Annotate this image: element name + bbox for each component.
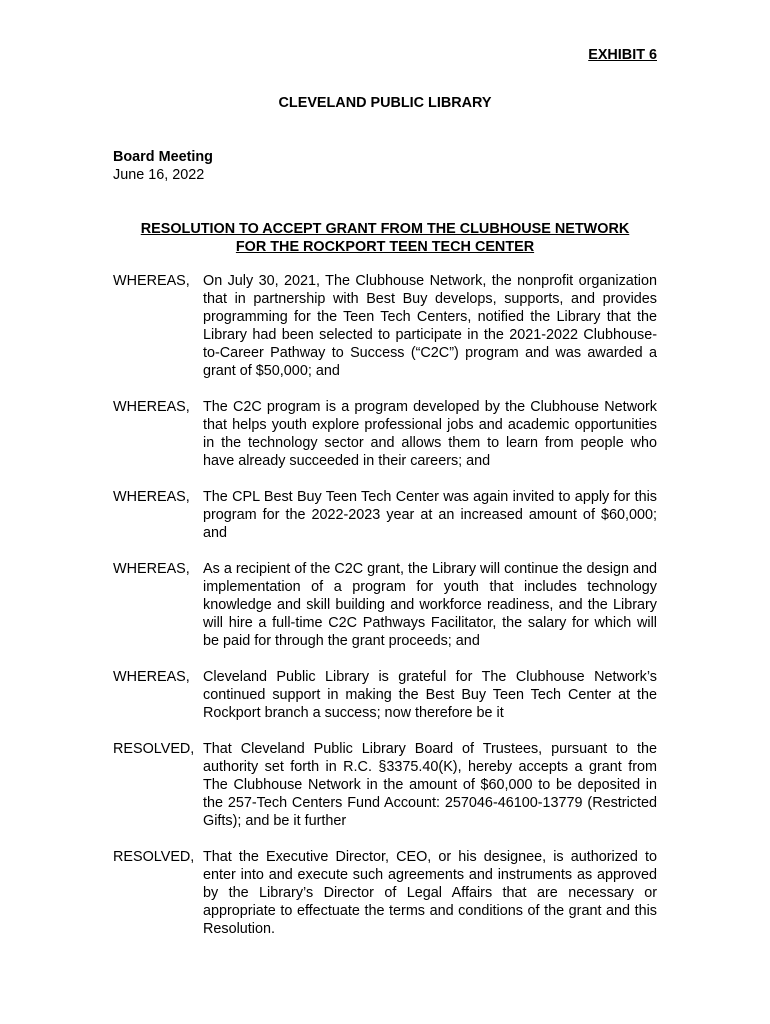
clause-text: As a recipient of the C2C grant, the Library will continue the design and implementation of a program for youth that includes technology knowledge and skill building and workforce readiness, and the Library will hire a full-time C2C Pathways Facilitator, the salary for which will be paid for through the grant proceeds; and: [203, 561, 657, 649]
clause-text: On July 30, 2021, The Clubhouse Network, the nonprofit organization that in partnership with Best Buy develops, supports, and provides programming for the Teen Tech Centers, notified the Library that the Library had been selected to participate in the 2021-2022 Clubhouse-to-Career Pathway to Success (“C2C”) program and was awarded a grant of $50,000; and: [203, 273, 657, 379]
resolution-title-line-1: RESOLUTION TO ACCEPT GRANT FROM THE CLUBHOUSE NETWORK: [140, 221, 630, 237]
whereas-clause-1: [113, 272, 657, 380]
clause-keyword: WHEREAS,: [113, 399, 190, 415]
clause-text: That Cleveland Public Library Board of Trustees, pursuant to the authority set forth in R.C. §3375.40(K), hereby accepts a grant from The Clubhouse Network in the amount of $60,000 to be deposited in the 257-Tech Centers Fund Account: 257046-46100-13779 (Restricted Gifts); and be it further: [203, 741, 657, 829]
clause-keyword: WHEREAS,: [113, 273, 190, 289]
meeting-info: [113, 148, 213, 184]
whereas-clause-3: [113, 488, 657, 542]
clause-keyword: WHEREAS,: [113, 669, 190, 685]
whereas-clause-2: [113, 398, 657, 470]
whereas-clause-4: [113, 560, 657, 650]
clause-keyword: RESOLVED,: [113, 849, 195, 865]
meeting-date: June 16, 2022: [113, 167, 205, 183]
resolution-title-line-2: FOR THE ROCKPORT TEEN TECH CENTER: [235, 239, 535, 255]
whereas-clause-5: [113, 668, 657, 722]
meeting-label: Board Meeting: [113, 149, 213, 165]
clause-keyword: WHEREAS,: [113, 561, 190, 577]
clause-text: That the Executive Director, CEO, or his designee, is authorized to enter into and execute such agreements and instruments as approved by the Library’s Director of Legal Affairs that are necessary or appropriate to effectuate the terms and conditions of the grant and this Resolution.: [203, 849, 657, 937]
clause-keyword: RESOLVED,: [113, 741, 195, 757]
clause-text: Cleveland Public Library is grateful for The Clubhouse Network’s continued support in making the Best Buy Teen Tech Center at the Rockport branch a success; now therefore be it: [203, 669, 657, 721]
resolved-clause-2: [113, 848, 657, 938]
organization-heading: CLEVELAND PUBLIC LIBRARY: [278, 95, 492, 111]
clause-text: The C2C program is a program developed by the Clubhouse Network that helps youth explore professional jobs and academic opportunities in the technology sector and allows them to learn from people who have already succeeded in their careers; and: [203, 399, 657, 469]
clause-keyword: WHEREAS,: [113, 489, 190, 505]
resolved-clause-1: [113, 740, 657, 830]
resolution-title: [113, 220, 657, 256]
clause-text: The CPL Best Buy Teen Tech Center was again invited to apply for this program for the 2022-2023 year at an increased amount of $60,000; and: [203, 489, 657, 541]
exhibit-label: EXHIBIT 6: [588, 47, 657, 63]
